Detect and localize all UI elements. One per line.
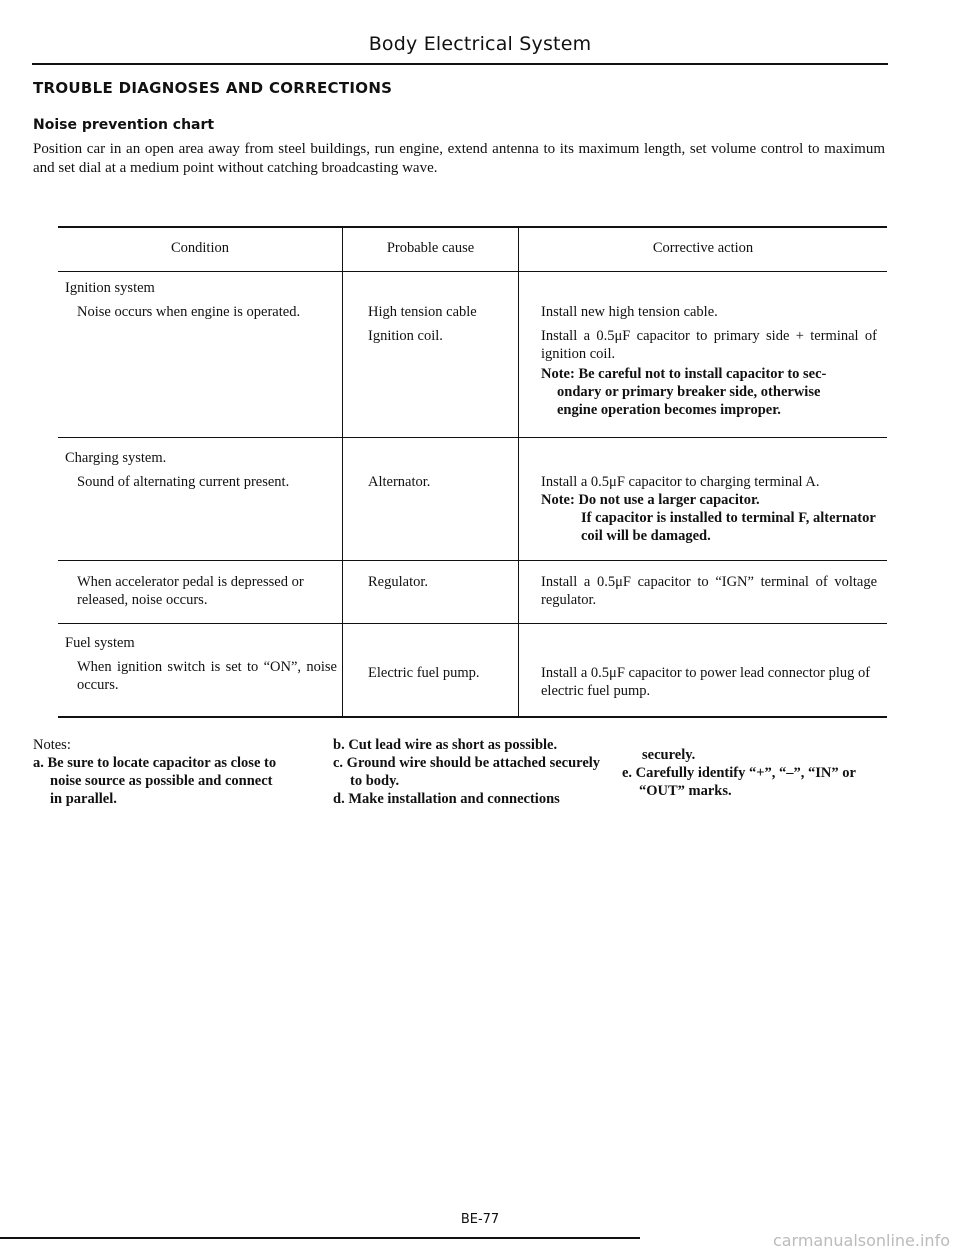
condition-text: Sound of alternating current present.	[77, 474, 290, 490]
cause-text: Regulator.	[368, 574, 429, 590]
note-text: Be careful not to install capacitor to sec-	[578, 366, 827, 382]
header-rule	[32, 63, 888, 65]
action-note	[541, 365, 877, 383]
table-row-fuel-cause	[368, 664, 516, 682]
condition-text: When accelerator pedal is depressed or released, noise occurs.	[77, 574, 304, 608]
action-text: Install a 0.5μF capacitor to charging terminal A.	[541, 474, 820, 490]
cause-text: Ignition coil.	[368, 328, 443, 344]
table-row-fuel-action	[541, 664, 879, 700]
action-text: Install a 0.5μF capacitor to “IGN” terminal of voltage regulator.	[541, 574, 877, 608]
row-rule-2	[58, 560, 887, 561]
table-top-rule	[58, 226, 887, 228]
action-text: Install a 0.5μF capacitor to primary side + terminal of ignition coil.	[541, 328, 877, 362]
row-rule-header	[58, 271, 887, 272]
column-divider-1	[342, 226, 343, 717]
table-row-ignition-action	[541, 303, 877, 419]
table-row-charging-cause	[368, 473, 516, 491]
cause-text: Alternator.	[368, 474, 431, 490]
note-item-b: b. Cut lead wire as short as possible.	[333, 737, 558, 753]
notes-column-3	[622, 746, 887, 800]
note-item-e: e. Carefully identify “+”, “–”, “IN” or “OUT” marks.	[622, 765, 856, 799]
table-row-ignition-condition	[65, 279, 340, 321]
condition-group-label: Ignition system	[65, 280, 155, 296]
action-note	[541, 491, 879, 509]
intro-paragraph: Position car in an open area away from steel buildings, run engine, extend antenna to its maximum length, set volume control to maximum and set dial at a medium point without catching broadcasting wave.	[33, 141, 885, 176]
section-title: TROUBLE DIAGNOSES AND CORRECTIONS	[33, 79, 393, 97]
condition-group-label: Fuel system	[65, 635, 135, 651]
note-text: Do not use a larger capacitor.	[578, 492, 760, 508]
note-text: coil will be damaged.	[581, 528, 711, 544]
note-item-d-continued: securely.	[642, 747, 696, 763]
table-row-fuel-condition	[65, 634, 337, 694]
header-condition: Condition	[170, 240, 229, 256]
action-text: Install new high tension cable.	[541, 304, 718, 320]
note-item-d: d. Make installation and connections	[333, 791, 560, 807]
note-text: engine operation becomes improper.	[557, 402, 781, 418]
notes-column-1	[33, 736, 288, 808]
row-rule-3	[58, 623, 887, 624]
table-row-regulator-cause	[368, 573, 516, 591]
note-item-c: c. Ground wire should be attached securely to body.	[333, 755, 601, 789]
page-header-title: Body Electrical System	[368, 33, 592, 55]
note-label: Note:	[541, 366, 575, 382]
header-corrective-action: Corrective action	[652, 240, 754, 256]
note-text: If capacitor is installed to terminal F, alternator	[581, 510, 876, 526]
page-number: BE-77	[460, 1212, 500, 1227]
table-row-regulator-condition	[77, 573, 337, 609]
cause-text: Electric fuel pump.	[368, 665, 480, 681]
row-rule-1	[58, 437, 887, 438]
action-text: Install a 0.5μF capacitor to power lead connector plug of electric fuel pump.	[541, 665, 871, 699]
condition-text: Noise occurs when engine is operated.	[77, 304, 301, 320]
cause-text: High tension cable	[368, 304, 477, 320]
footer-rule	[0, 1237, 640, 1239]
notes-heading: Notes:	[33, 737, 71, 753]
column-divider-2	[518, 226, 519, 717]
table-row-charging-condition	[65, 449, 340, 491]
note-label: Note:	[541, 492, 575, 508]
condition-group-label: Charging system.	[65, 450, 167, 466]
subsection-title: Noise prevention chart	[33, 117, 215, 133]
table-bottom-rule	[58, 716, 887, 718]
note-item-a: a. Be sure to locate capacitor as close to noise source as possible and connect in parallel.	[33, 755, 277, 807]
table-row-regulator-action	[541, 573, 877, 609]
table-row-ignition-cause	[368, 303, 516, 345]
header-probable-cause: Probable cause	[386, 240, 475, 256]
table-row-charging-action	[541, 473, 879, 545]
notes-column-2	[333, 736, 605, 808]
watermark-text: carmanualsonline.info	[772, 1231, 950, 1250]
condition-text: When ignition switch is set to “ON”, noise occurs.	[77, 659, 337, 693]
note-text: ondary or primary breaker side, otherwise	[557, 384, 821, 400]
